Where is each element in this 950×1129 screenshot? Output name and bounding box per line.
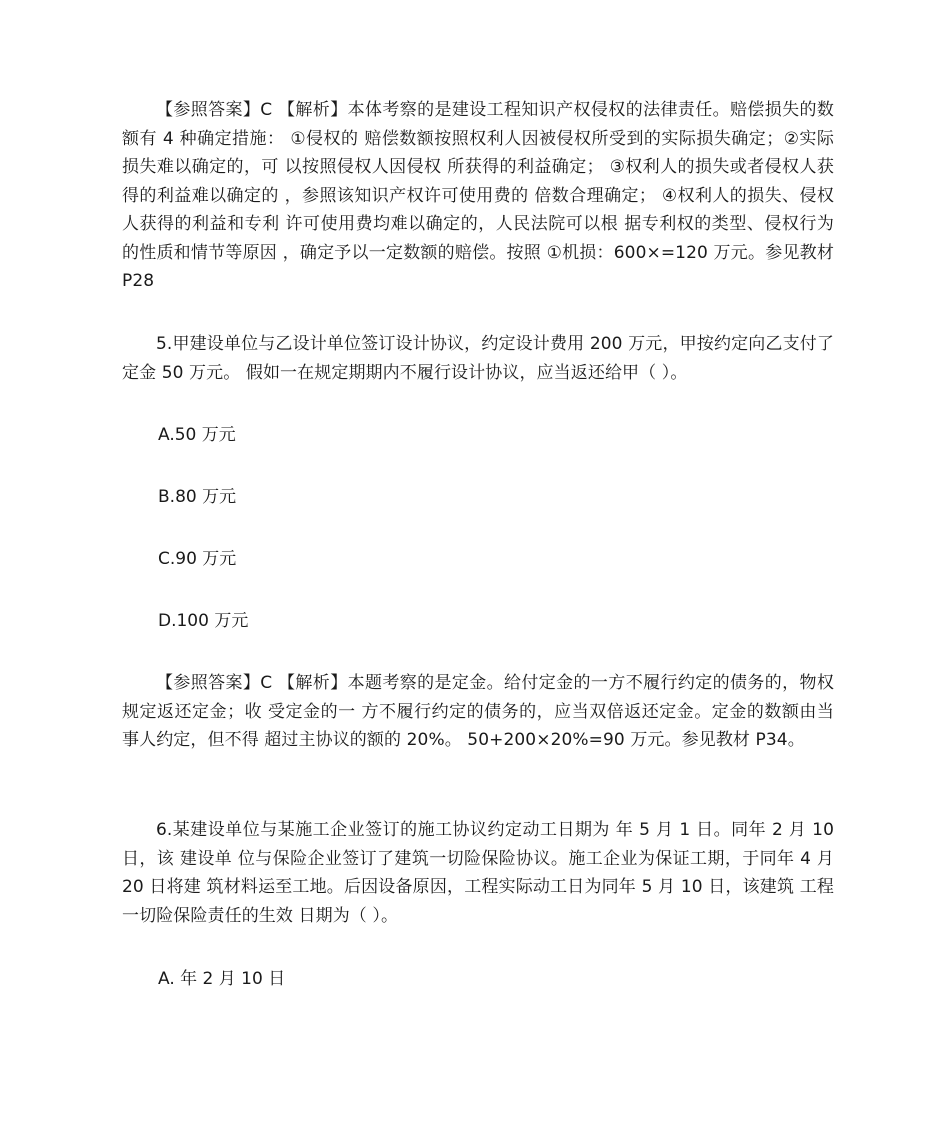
- q5-option-b: B.80 万元: [158, 487, 237, 507]
- q6-question: 6.某建设单位与某施工企业签订的施工协议约定动工日期为 年 5 月 1 日。同年 2 月 10 日，该 建设单 位与保险企业签订了建筑一切险保险协议。施工企业为保证工期，于同年 4 月 20 日将建 筑材料运至工地。后因设备原因，工程实际动工日为同年 5 月 10 日，该建筑 工程一切险保险责任的生效 日期为（ ）。: [122, 820, 834, 926]
- q5-option-a: A.50 万元: [158, 425, 236, 445]
- q5-question: 5.甲建设单位与乙设计单位签订设计协议，约定设计费用 200 万元，甲按约定向乙支付了定金 50 万元。 假如一在规定期期内不履行设计协议，应当返还给甲（ ）。: [122, 334, 834, 383]
- q6-option-a: A. 年 2 月 10 日: [158, 969, 286, 989]
- q5-option-c: C.90 万元: [158, 549, 237, 569]
- q5-answer-explanation: 【参照答案】C 【解析】本题考察的是定金。给付定金的一方不履行约定的债务的，物权规定返还定金；收 受定金的一 方不履行约定的债务的，应当双倍返还定金。定金的数额由当事人约定，但不得 超过主协议的额的 20%。 50+200×20%=90 万元。参见教材 P34。: [122, 673, 834, 750]
- q4-answer-explanation: 【参照答案】C 【解析】本体考察的是建设工程知识产权侵权的法律责任。赔偿损失的数额有 4 种确定措施： ①侵权的 赔偿数额按照权利人因被侵权所受到的实际损失确定；②实际损失难以确定的，可 以按照侵权人因侵权 所获得的利益确定； ③权利人的损失或者侵权人获得的利益难以确定的 ，参照该知识产权许可使用费的 倍数合理确定； ④权利人的损失、侵权人获得的利益和专利 许可使用费均难以确定的，人民法院可以根 据专利权的类型、侵权行为的性质和情节等原因 ，确定予以一定数额的赔偿。按照 ①机损：600×=120 万元。参见教材 P28: [122, 100, 834, 291]
- q5-option-d: D.100 万元: [158, 611, 249, 631]
